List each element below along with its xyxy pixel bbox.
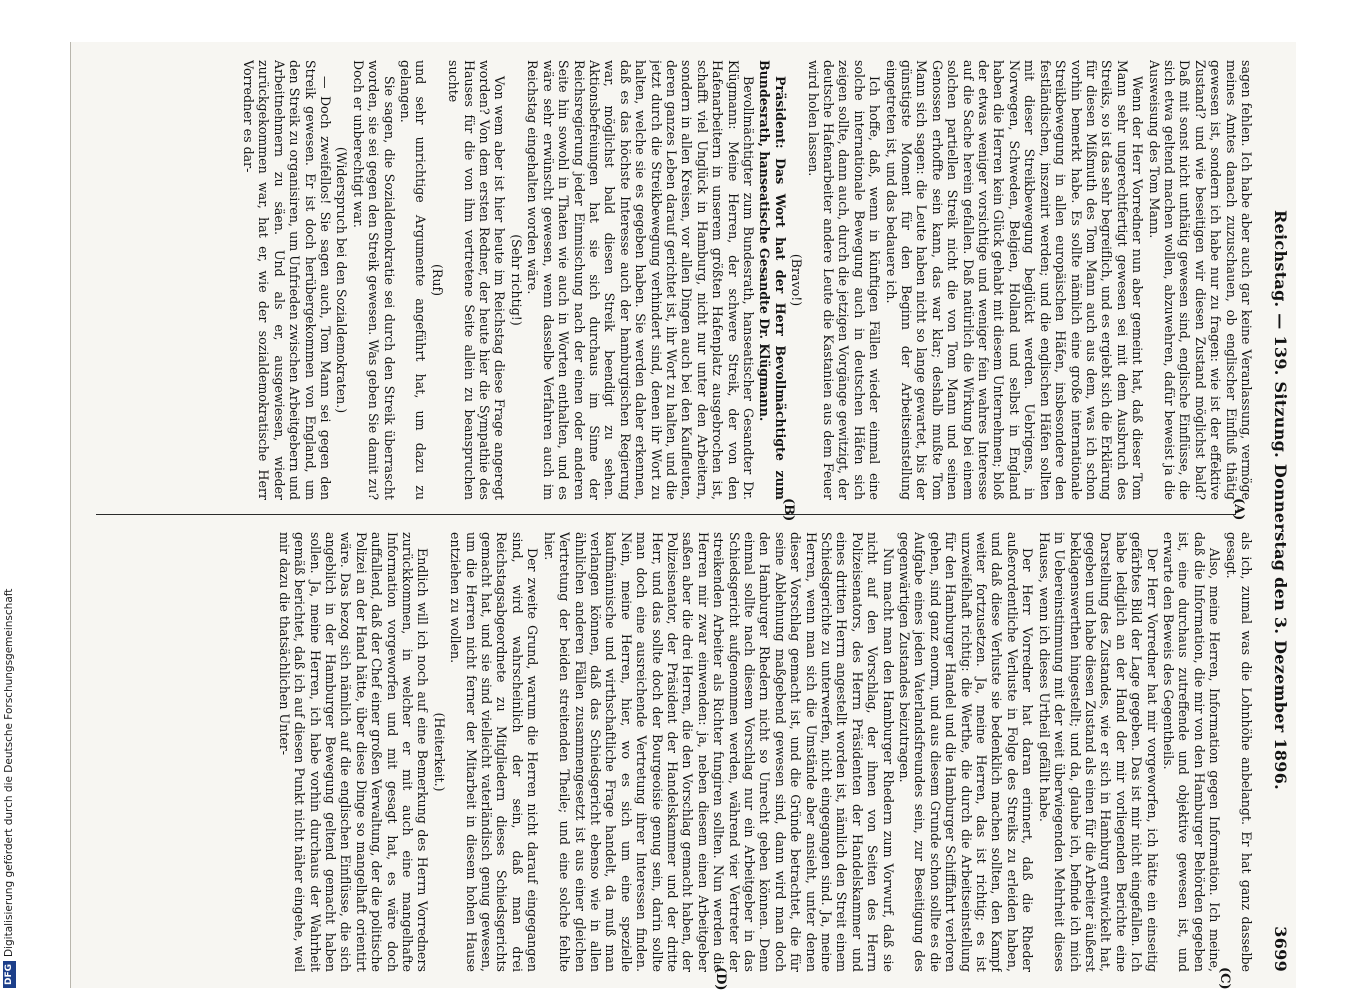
- interjection: (Widerspruch bei den Sozialdemokraten.): [334, 146, 350, 414]
- paragraph: Der Herr Vorredner hat daran erinnert, daß die Rheder außerordentliche Verluste in Folge des Streiks zu erleiden haben, und daß diese Verluste sie bedenklich machen sollten, den Kampf weiter fortzusetzen. Ja, meine Herren, das ist richtig; es ist unzweifelhaft richtig: die Werthe, die durch die Arbeitseinstellung für den Hamburger Handel und die Hamburger Schifffahrt verloren gehen, sind ganz enorm, und aus diesem Grunde schon sollte es die Aufgabe eines jeden Vaterlandsfreundes sein, zur Beseitigung des gegenwärtigen Zustandes beizutragen.: [897, 532, 1036, 972]
- paragraph: Der zweite Grund, warum die Herren nicht darauf eingegangen sind, wird wahrscheinlich der sein, daß man drei Reichstagsabgeordnete zu Mitgliedern dieses Schiedsgerichts gemacht hat, und sie sind vielleicht vaterländisch genug gewesen, um die Herren nicht ferner der Mitarbeit in diesem hohen Hause entziehen zu wollen.: [448, 532, 541, 972]
- paragraph: Wenn der Herr Vorredner nun aber gemeint hat, daß dieser Tom Mann sehr ungerechtfertigt gewesen sei mit dem Ausbruch des Streiks, so ist das sehr begreiflich, und es ergiebt sich die Erklärung für diesen Mißmuth des Tom Mann auch aus dem, was ich schon vorhin bemerkt habe. Es sollte nämlich eine große internationale Streikbewegung in allen europäischen Häfen, insbesondere den festländischen, inszenirt werden; und die englischen Häfen sollten mit dieser Streikbewegung beglückt werden. Uebrigens, in Norwegen, Schweden, Belgien, Holland und selbst in England haben die Herren kein Glück gehabt mit diesem Unternehmen; bloß der etwas weniger vorsichtige und weniger fein wahres Interesse auf die Sache herein gefallen. Daß natürlich die Wirkung bei einem solchen partiellen Streik nicht die von Tom Mann und seinen Genossen erhoffte sein kann, das war klar; deshalb mußte Tom Mann sich sagen: die Leute haben nicht so lange gewartet, bis der günstigste Moment für den Beginn der Arbeitseinstellung eingetreten ist, und das bedauere ich.: [883, 60, 1146, 500]
- margin-mark-c: (C): [1217, 967, 1232, 990]
- paragraph: Ich hoffe, daß, wenn in künftigen Fällen wieder einmal eine solche internationale Bewegung auch in deutschen Häfen sich zeigen sollte, dann auch, durch die jetzigen Vorgänge gewitzigt, der deutsche Hafenarbeiter andere Leute die Kastanien aus dem Feuer wird holen lassen.: [805, 60, 883, 500]
- scanned-page: [70, 42, 1296, 991]
- margin-mark-d: (D): [713, 967, 728, 991]
- paragraph: Endlich will ich noch auf eine Bemerkung des Herrn Vorredners zurückkommen, in welcher er mit auch eine mangelhafte Information vorgeworfen und mit gesagt hat, es wäre doch auffallend, daß der Chef einer großen Verwaltung, der die politische Polizei an der Hand hätte, über diese Dinge so mangelhaft orientirt wäre. Das bezog sich nämlich auf die englischen Einflüsse, die sich angeblich in der Hamburger Bewegung geltend gemacht haben sollen. Ja, meine Herren, ich habe vorhin durchaus der Wahrheit gemäß berichtet, daß ich auf diesen Punkt nicht näher eingehe, weil mir dazu die thatsächlichen Unter-: [276, 532, 431, 972]
- side-margin: [0, 0, 18, 1000]
- paragraph: und sehr unrichtige Argumente angeführt hat, um dazu zu gelangen.: [398, 60, 429, 500]
- speaker-paragraph: Präsident: Das Wort hat der Herr Bevollmächtigte zum Bundesrath, hanseatische Gesandte Dr. Klügmann.: [757, 60, 788, 500]
- paragraph: Bevollmächtigter zum Bundesrath, hanseatischer Gesandter Dr. Klügmann: Meine Herren, der schwere Streik, der von den Hafenarbeitern in unserem größten Hafenplatz ausgebrochen ist, schafft viel Unglück in Hamburg, nicht nur unter den Arbeitern, sondern in allen Kreisen, vor allen Dingen auch bei den Kaufleuten, deren ganzes Leben darauf gerichtet ist, ihr Wort zu halten, und die jetzt durch die Streikbewegung verhindert sind, denen ihr Wort zu halten, welche sie es gegeben haben. Sie werden daher erkennen, daß es das höchste Interesse auch der hamburgischen Regierung war, möglichst bald diesen Streik beendigt zu sehen. Aktionsbefreiungen hat sie sich durchaus im Sinne der Reichsregierung jeder Einmischung nach der einen oder anderen Seite hin sowohl in Thaten wie auch in Worten enthalten, und es wäre sehr erwünscht gewesen, wenn dasselbe Verfahren auch im Reichstag eingehalten worden wäre.: [525, 60, 756, 500]
- dfg-logo: DFG: [3, 961, 16, 988]
- paragraph: Sie sagen, die Sozialdemokratie sei durch den Streik überrascht worden, sie sei gegen den Streik gewesen. Was geben Sie damit zu? Doch er unberechtigt war.: [350, 60, 397, 500]
- page-header-title: Reichstag. — 139. Sitzung. Donnerstag den 3. Dezember 1896.: [1271, 209, 1290, 791]
- paragraph: Nun macht man den Hamburger Rhedern zum Vorwurf, daß sie nicht auf den Vorschlag, der ihnen von Seiten des Herrn Polizeisenators, des Herrn Präsidenten der Handelskammer und eines dritten Herrn angestellt worden ist, nämlich den Streit einem Schiedsgerichte zu unterwerfen, nicht eingegangen sind. Ja, meine Herren, wenn man sich die Umstände aber ansieht, unter denen dieser Vorschlag gemacht ist, und die Gründe betrachtet, die für seine Ablehnung maßgebend gewesen sind, dann wird man doch den Hamburger Rhedern nicht so Unrecht geben können. Denn einmal sollte nach diesem Vorschlag nur ein Arbeitgeber in das Schiedsgericht aufgenommen werden, während vier Vertreter der streikenden Arbeiter als Richter fungiren sollten. Nun werden die Herren mir zwar einwenden: ja, neben diesem einen Arbeitgeber saßen aber die drei Herren, die den Vorschlag gemacht haben, der Polizeisenator, der Präsident der Handelskammer und der dritte Herr, und das sollte doch der Bourgeoisie genug sein, darin sollte man doch eine ausreichende Vertretung ihrer Interessen finden. Nein, meine Herren, hier, wo es sich um eine spezielle kaufmännische und wirthschaftliche Frage handelt, da muß man verlangen können, daß das Schiedsgericht ebenso wie in allen ähnlichen anderen Fällen zusammengesetzt ist aus einer gleichen Vertretung der beiden streitenden Theile; und eine solche fehlte hier.: [541, 532, 896, 972]
- interjection: (Sehr richtig!): [508, 234, 524, 326]
- paragraph: Von wem aber ist hier heute im Reichstag diese Frage angeregt worden? Von dem ersten Redner, der heute hier die Sympathie des Hauses für die von ihm vertretene Seite allein zu beanspruchen suchte: [446, 60, 508, 500]
- column-divider: [96, 514, 1236, 515]
- text-column-left: [94, 532, 1254, 972]
- interjection: (Ruf): [429, 263, 445, 297]
- page-number: 3699: [1271, 926, 1290, 972]
- interjection: (Heiterkeit.): [431, 712, 447, 792]
- paragraph: Der Herr Vorredner hat mir vorgeworfen, ich hätte ein einseitig gefärbtes Bild der Lage gegeben. Das ist mir nicht eingefallen. Ich habe lediglich an der Hand der mir vorliegenden Berichte eine Darstellung des Zustandes, wie er sich in Hamburg entwickelt hat, gegeben und habe diesen Zustand als einen für die Arbeiter äußerst beklagenswerthen hingestellt; und da, glaube ich, befinde ich mich in Uebereinstimmung mit der weit überwiegenden Mehrheit dieses Hauses, wenn ich dieses Urtheil gefällt habe.: [1036, 532, 1160, 972]
- paragraph: — Doch zweifellos! Sie sagen auch, Tom Mann sei gegen den Streik gewesen. Er ist doch herübergekommen von England, um den Streik zu organisiren, um Unfrieden zwischen Arbeitgebern und Arbeitnehmern zu säen. Und als er, ausgewiesen, wieder zurückgekommen war, hat er, wie der sozialdemokratische Herr Vorredner es dar-: [241, 60, 334, 500]
- interjection: (Bravo!): [789, 253, 805, 307]
- margin-mark-a: (A): [1231, 498, 1246, 521]
- margin-mark-b: (B): [781, 498, 796, 522]
- paragraph: als ich, zumal was die Lohnhöhe anbelangt. Er hat ganz dasselbe gesagt.: [1223, 532, 1254, 972]
- paragraph: Also, meine Herren, Information gegen Information. Ich meine, daß die Information, die mir von den Hamburger Behörden gegeben ist, eine durchaus zutreffende und objektive gewesen ist, und erwarte den Beweis des Gegentheils.: [1160, 532, 1223, 972]
- funding-credit: [0, 0, 18, 1000]
- page-content: [71, 42, 1296, 991]
- funding-credit-text: Digitalisierung gefördert durch die Deutsche Forschungsgemeinschaft: [3, 588, 15, 957]
- paragraph: sagen fehlen. Ich habe aber auch gar keine Veranlassung, vermöge meines Amtes danach zuzuschauen, ob englischer Einfluß thätig gewesen ist, sondern ich habe nur zu fragen: wie ist der effektive Zustand? und wie beseitigen wir diesen Zustand möglichst bald? Daß mit sonst nicht unthätig gewesen sind, englische Einflüsse, die sich etwa geltend machen wollen, abzuwehren, dafür beweist ja die Ausweisung des Tom Mann.: [1146, 60, 1254, 500]
- text-column-right: [94, 60, 1254, 500]
